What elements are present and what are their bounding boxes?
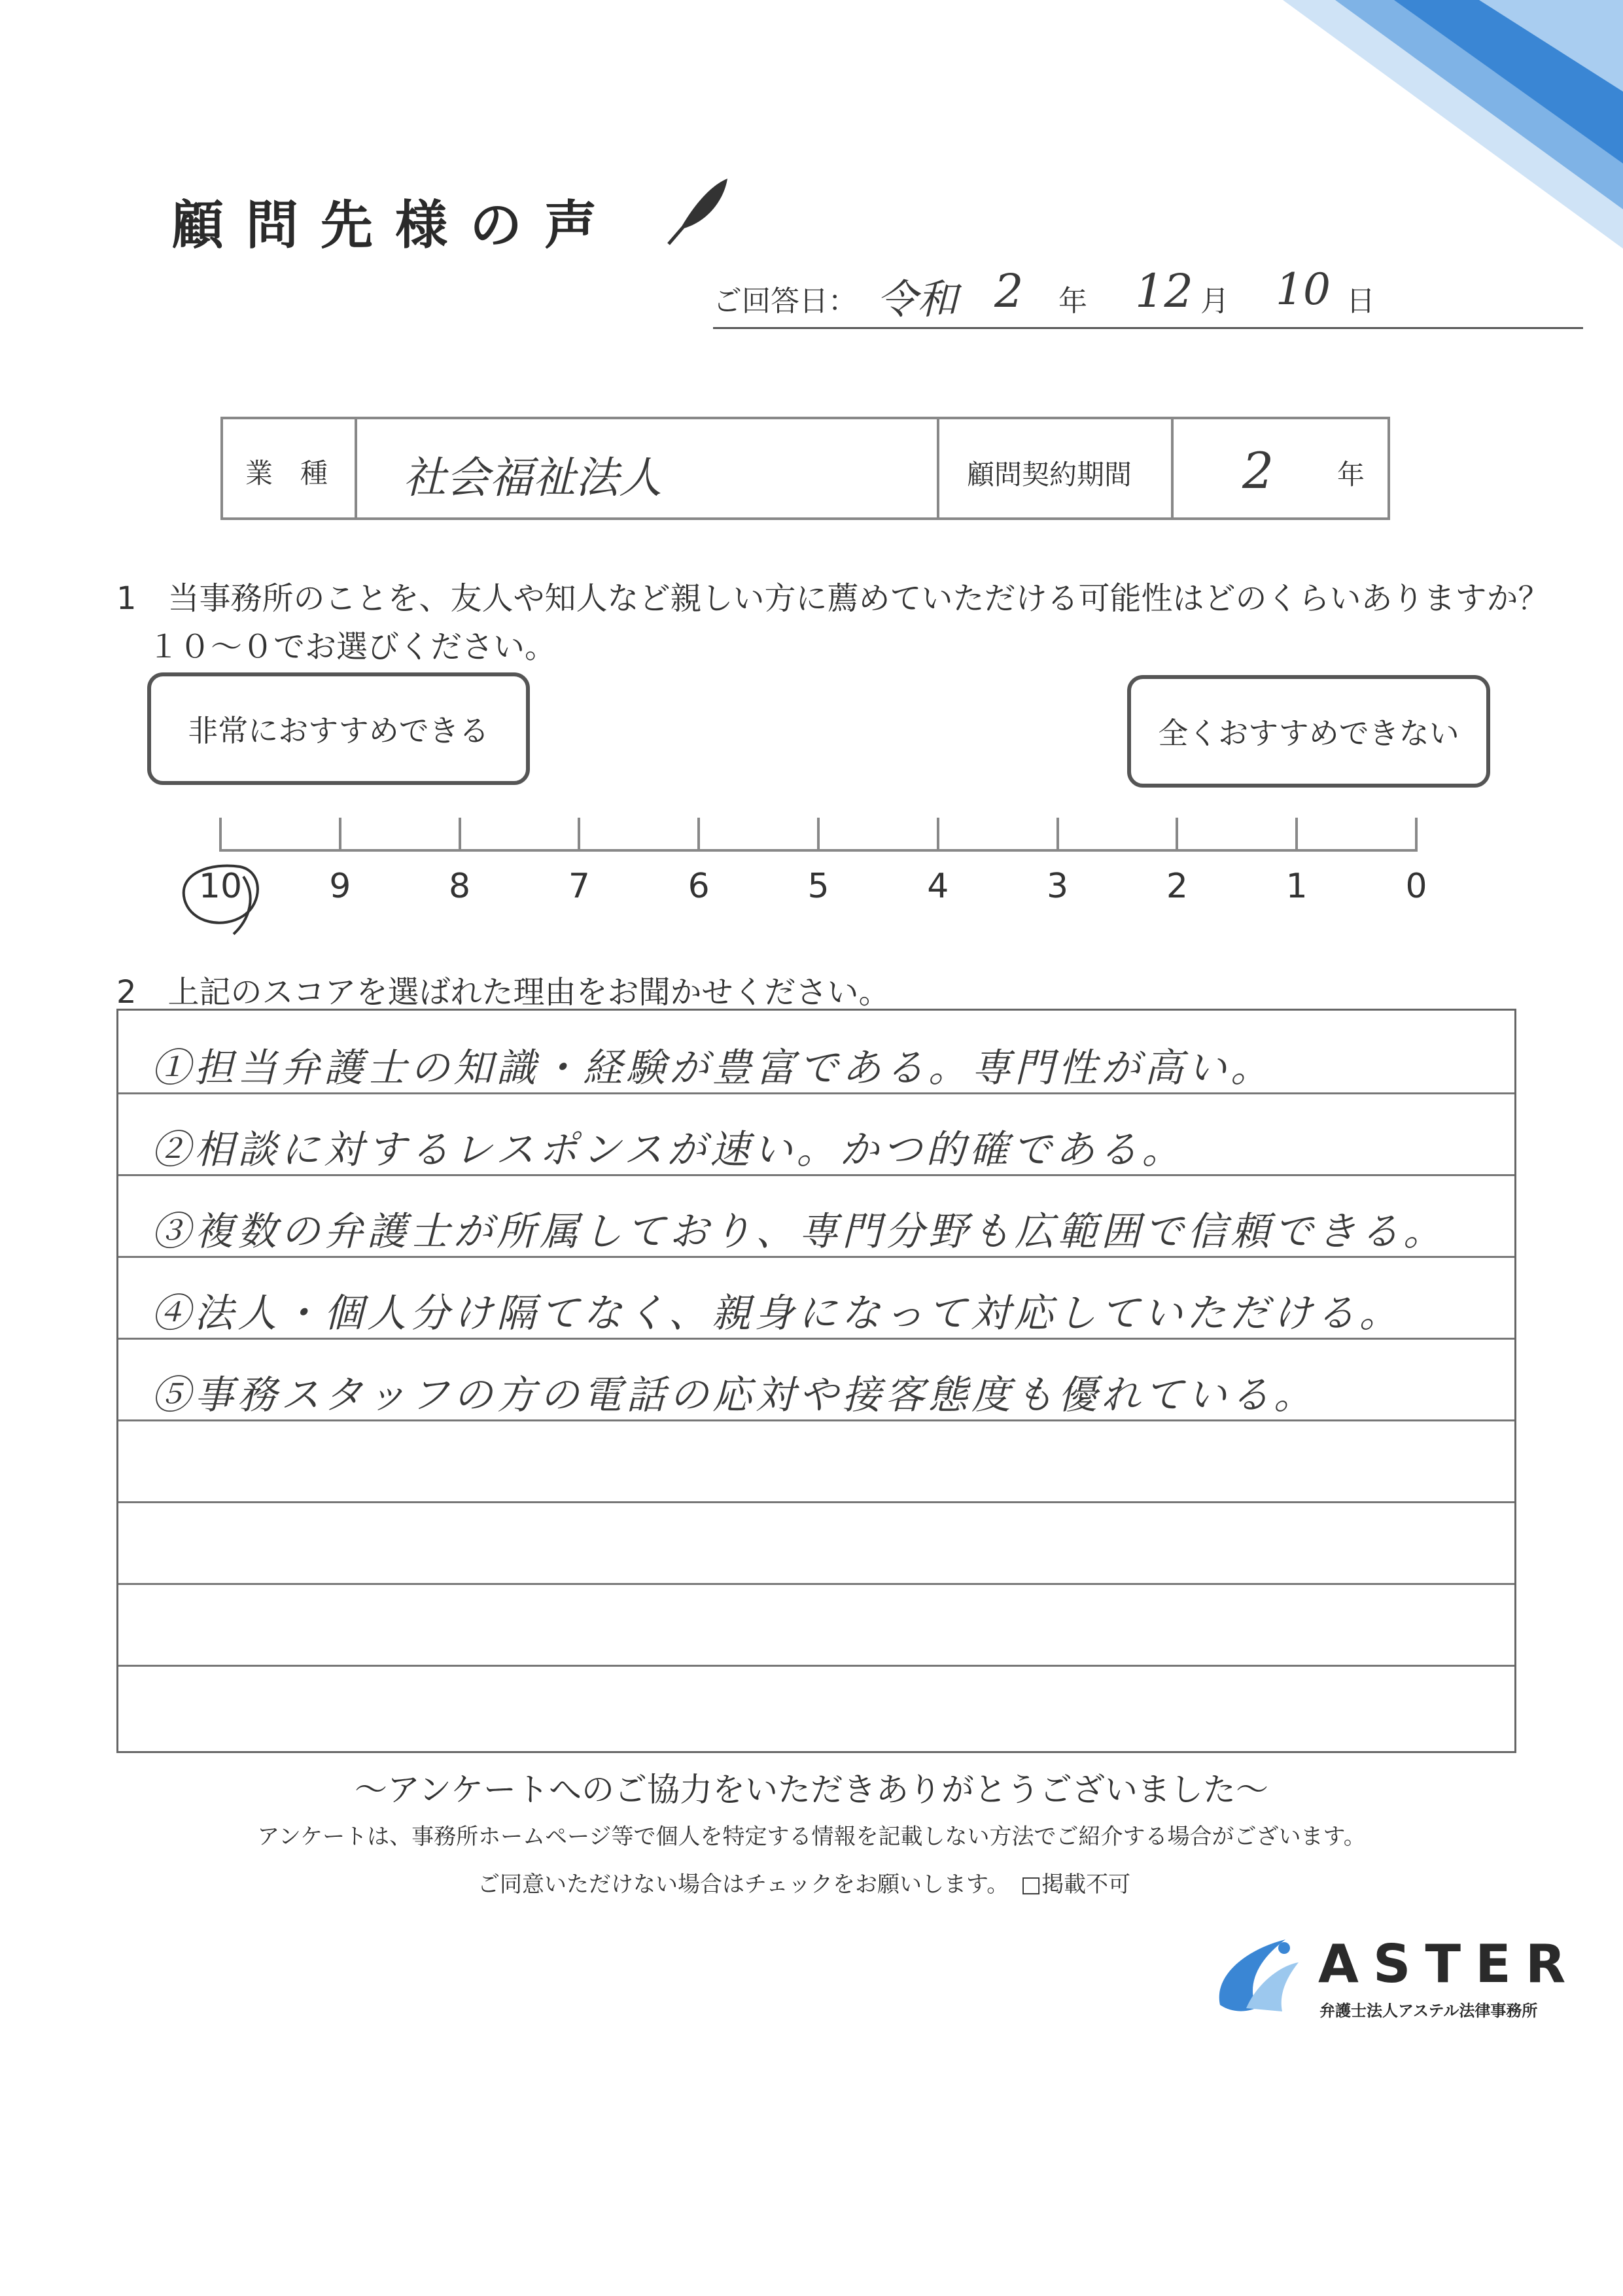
- high-recommend-label: [147, 672, 530, 785]
- q1-text-line2: １０～０でお選びください。: [116, 629, 557, 665]
- industry-value: 社会福祉法人: [403, 453, 662, 503]
- low-recommend-label: [1127, 675, 1490, 788]
- reason-5: ⑤事務スタッフの方の電話の応対や接客態度も優れている。: [151, 1372, 1317, 1418]
- answer-date-era: 令和: [877, 275, 958, 323]
- scale-tick: [1415, 818, 1418, 852]
- answer-date-label: ご回答日：: [713, 285, 857, 318]
- contract-value: 2: [1242, 442, 1274, 500]
- contract-unit: 年: [1337, 459, 1365, 491]
- scale-tick: [817, 818, 820, 852]
- scale-option-9[interactable]: 9: [329, 867, 351, 906]
- scale-option-4[interactable]: 4: [927, 867, 949, 906]
- scale-option-3[interactable]: 3: [1047, 867, 1069, 906]
- aster-logo: [1207, 1930, 1580, 2021]
- reason-2: ②相談に対するレスポンスが速い。かつ的確である。: [151, 1127, 1185, 1173]
- aster-logo-subtitle: 弁護士法人アステル法律事務所: [1319, 2002, 1538, 2020]
- q2-heading: 2 上記のスコアを選ばれた理由をお聞かせください。: [116, 974, 890, 1011]
- publication-note: アンケートは、事務所ホームページ等で個人を特定する情報を記載しない方法でご紹介する場合がございます。: [257, 1824, 1366, 1850]
- answer-date-year-unit: 年: [1058, 285, 1087, 318]
- thanks-message: ～アンケートへのご協力をいただきありがとうございました～: [355, 1771, 1268, 1809]
- scale-option-7[interactable]: 7: [568, 867, 590, 906]
- reason-3: ③複数の弁護士が所属しており、専門分野も広範囲で信頼できる。: [151, 1209, 1446, 1255]
- scale-option-10[interactable]: 10: [198, 867, 243, 906]
- answer-date-month-unit: 月: [1200, 285, 1229, 318]
- aster-logo-name: ASTER: [1318, 1934, 1580, 1994]
- scale-tick: [459, 818, 461, 852]
- scale-option-1[interactable]: 1: [1285, 867, 1308, 906]
- q1-text-line1: 1 当事務所のことを、友人や知人など親しい方に薦めていただける可能性はどのくらいありますか？: [116, 580, 1550, 617]
- scale-tick: [339, 818, 341, 852]
- rule-line: [118, 1501, 1514, 1503]
- reason-1: ①担当弁護士の知識・経験が豊富である。専門性が高い。: [151, 1045, 1274, 1091]
- feather-icon: [662, 173, 734, 245]
- contract-label: 顧問契約期間: [967, 459, 1132, 491]
- info-box: [220, 417, 1390, 520]
- answer-date-day-unit: 日: [1346, 285, 1375, 318]
- aster-logo-mark: [1207, 1930, 1305, 2021]
- scale-tick: [1295, 818, 1298, 852]
- reason-4: ④法人・個人分け隔てなく、親身になって対応していただける。: [151, 1291, 1403, 1336]
- scale-tick: [937, 818, 939, 852]
- scale-tick: [697, 818, 700, 852]
- rule-line: [118, 1583, 1514, 1585]
- low-recommend-text: 全くおすすめできない: [1158, 716, 1459, 751]
- no-publish-checkbox[interactable]: □掲載不可: [1021, 1871, 1131, 1898]
- scale-tick: [578, 818, 580, 852]
- contract-label-cell: [939, 419, 1174, 517]
- page-title: 顧問先様の声: [171, 195, 619, 256]
- high-recommend-text: 非常におすすめできる: [188, 713, 489, 748]
- answer-date-row: [713, 262, 1583, 329]
- industry-label: 業 種: [245, 457, 328, 489]
- scale-option-0[interactable]: 0: [1405, 867, 1427, 906]
- rule-line: [118, 1665, 1514, 1667]
- industry-label-cell: [223, 419, 357, 517]
- answer-date-year: 2: [994, 264, 1024, 318]
- scale-tick: [1176, 818, 1178, 852]
- scale-tick: [219, 818, 222, 852]
- scale-option-5[interactable]: 5: [807, 867, 829, 906]
- scale-option-2[interactable]: 2: [1166, 867, 1188, 906]
- scale-option-6[interactable]: 6: [688, 867, 710, 906]
- corner-decoration: [1283, 0, 1623, 249]
- reasons-box[interactable]: [116, 1009, 1516, 1753]
- selected-score-circle: [171, 850, 270, 935]
- consent-note: ご同意いただけない場合はチェックをお願いします。: [478, 1871, 1009, 1898]
- industry-value-cell[interactable]: [357, 419, 939, 517]
- scale-tick: [1056, 818, 1059, 852]
- scale-option-8[interactable]: 8: [449, 867, 471, 906]
- answer-date-month: 12: [1135, 264, 1194, 318]
- answer-date-day: 10: [1276, 264, 1331, 315]
- contract-value-cell[interactable]: [1174, 419, 1387, 517]
